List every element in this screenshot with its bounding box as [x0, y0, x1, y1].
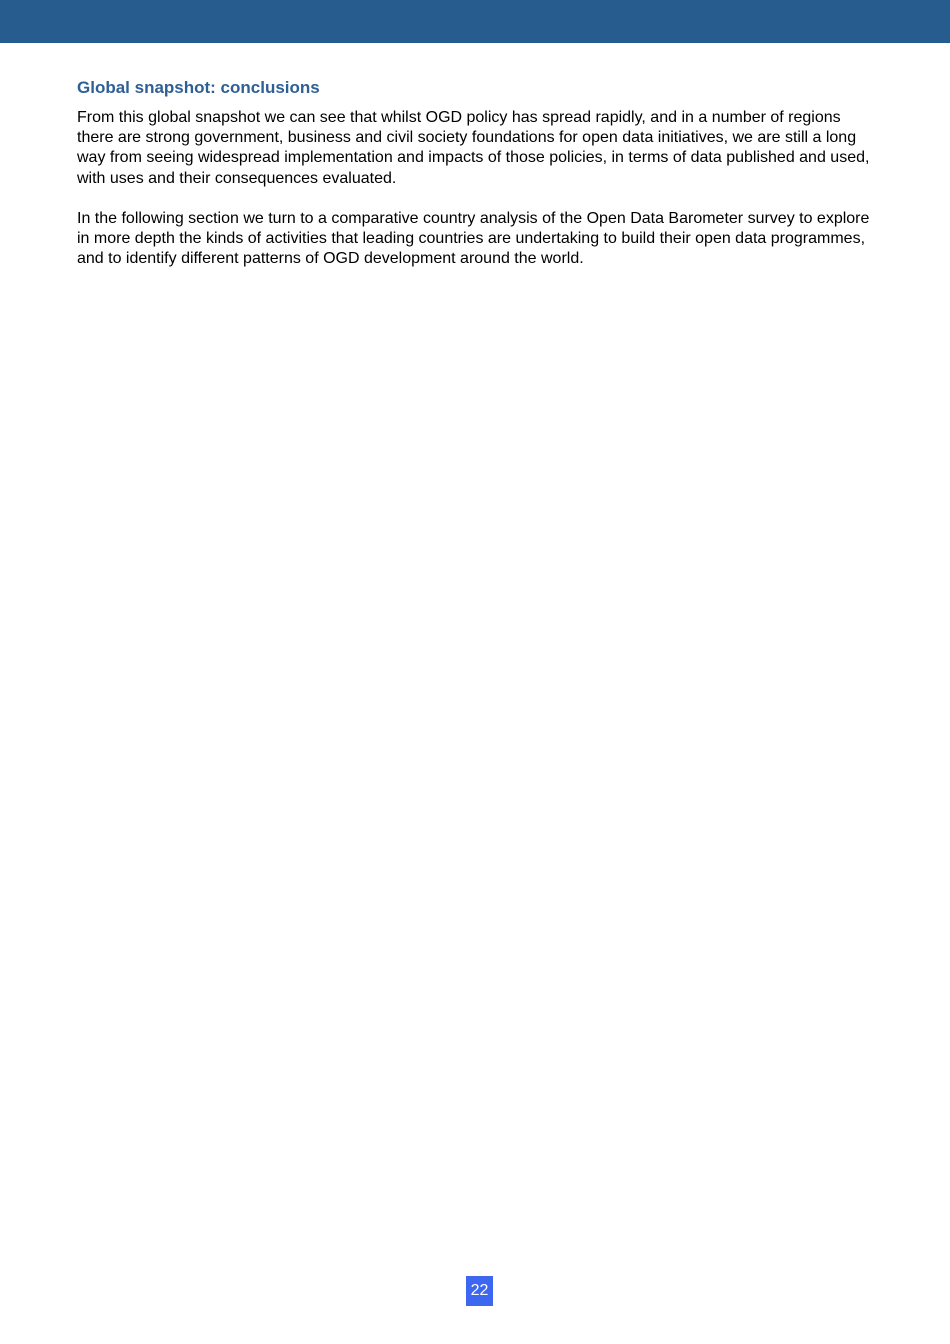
document-content [77, 77, 877, 269]
header-band [0, 0, 950, 43]
page-number: 22 [466, 1276, 493, 1306]
conclusion-paragraph-1: From this global snapshot we can see that whilst OGD policy has spread rapidly, and in a number of regions there are strong government, business and civil society foundations for open data initiatives, we are still a long way from seeing widespread implementation and impacts of those policies, in terms of data published and used, with uses and their consequences evaluated. [77, 109, 870, 187]
section-heading: Global snapshot: conclusions [77, 78, 320, 97]
conclusion-paragraph-2: In the following section we turn to a comparative country analysis of the Open Data Barometer survey to explore in more depth the kinds of activities that leading countries are undertaking to build their open data programmes, and to identify different patterns of OGD development around the world. [77, 209, 870, 268]
